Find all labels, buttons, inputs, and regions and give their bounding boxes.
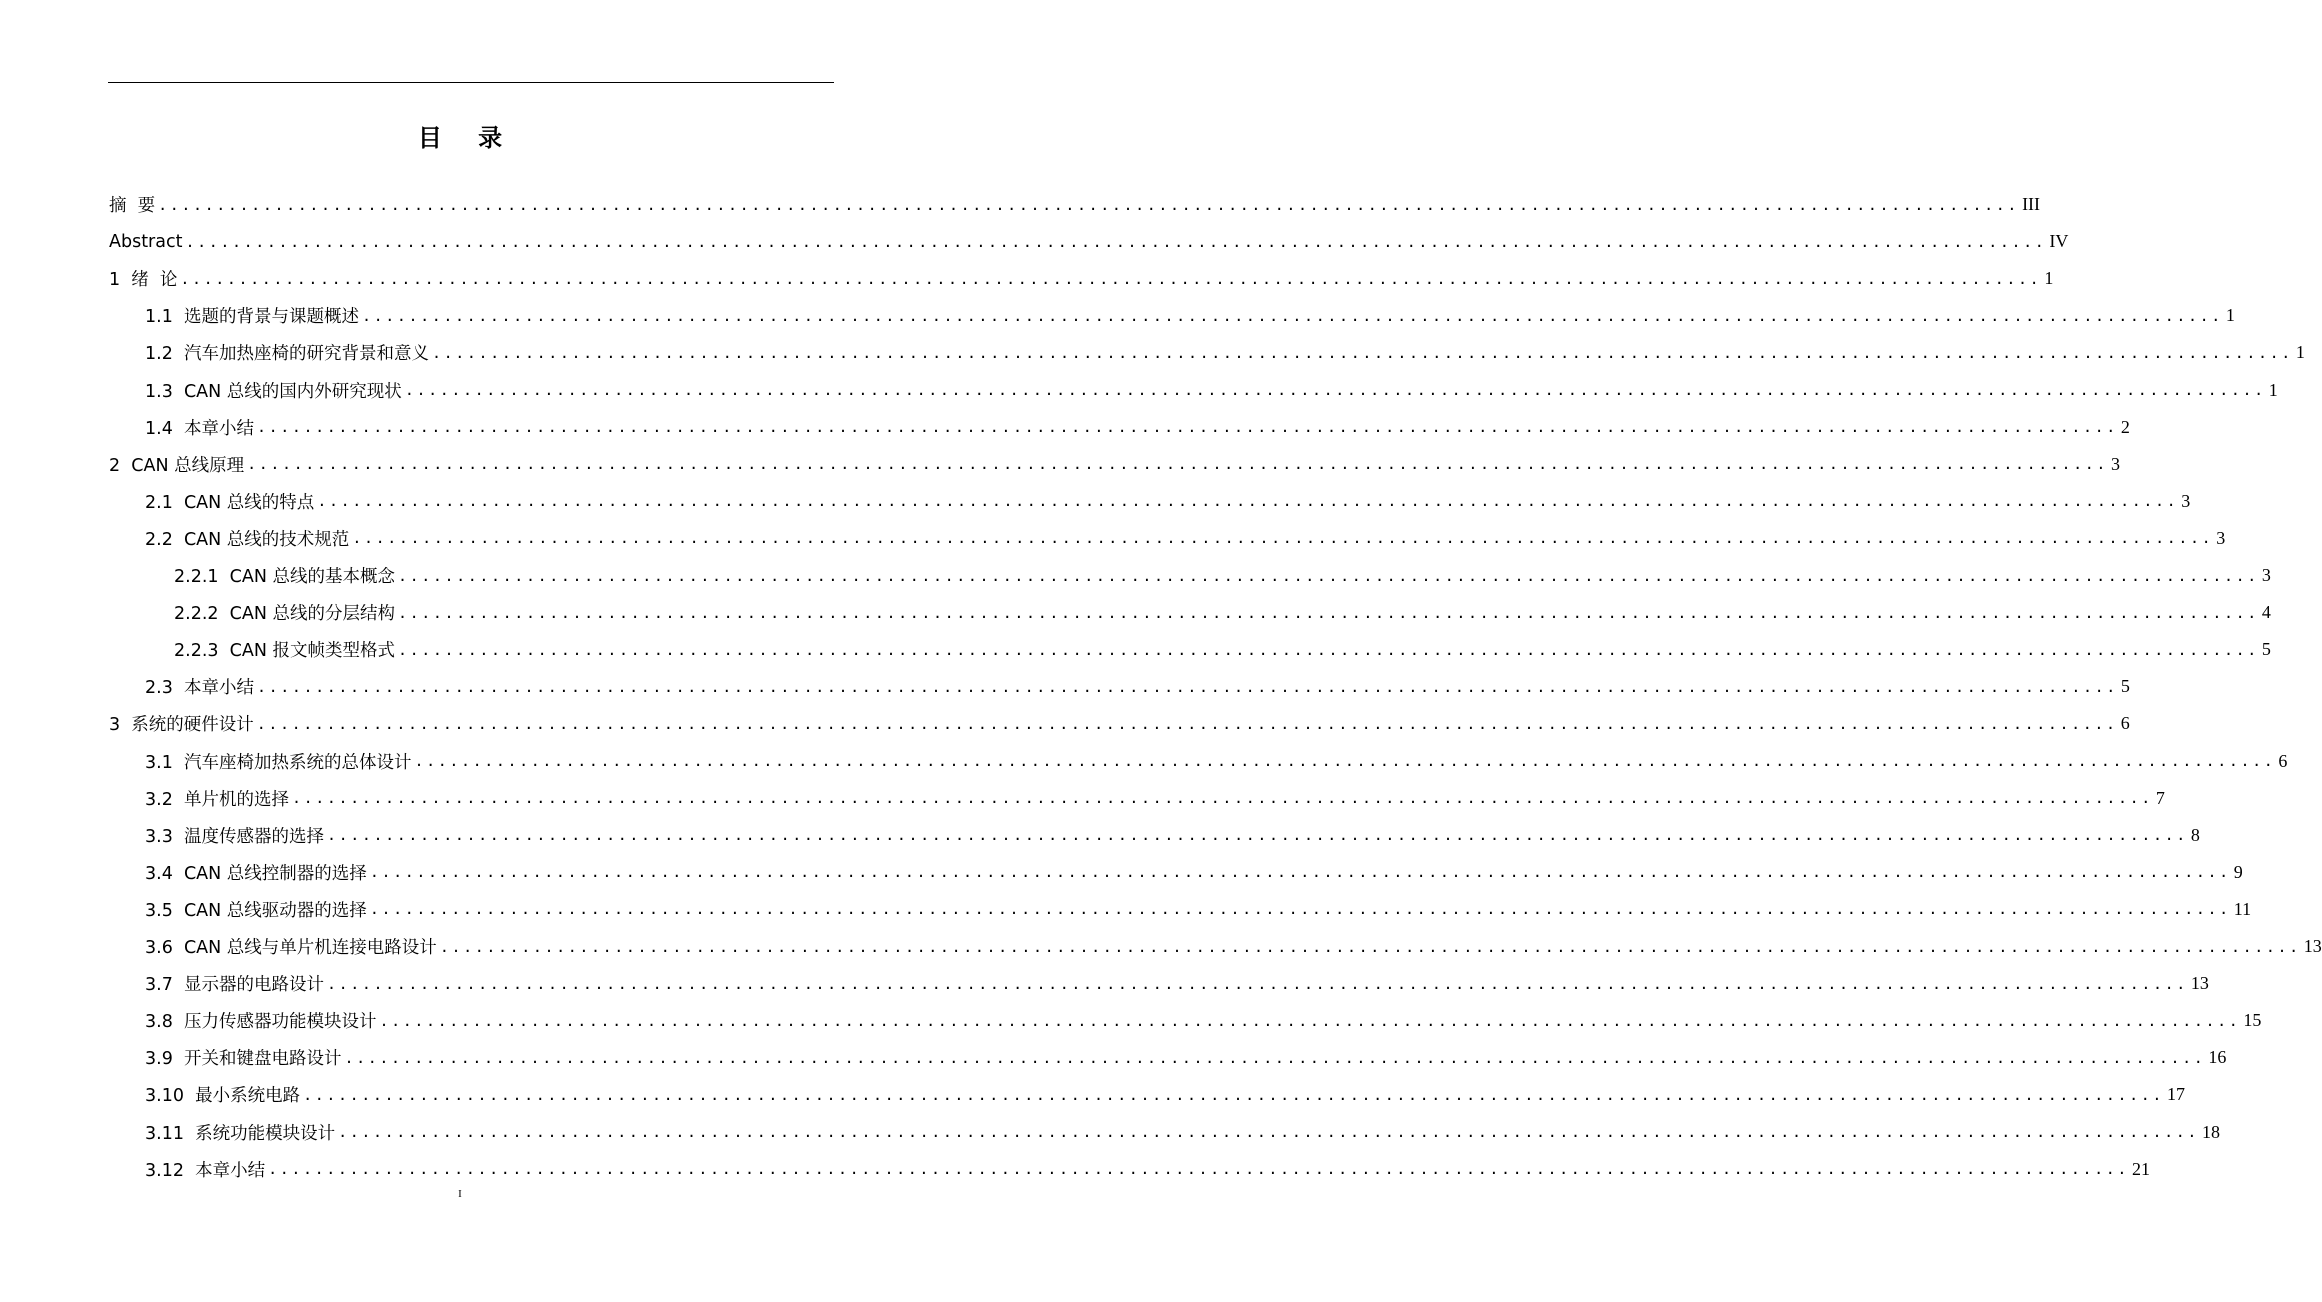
toc-entry-page: 21	[2132, 1158, 2151, 1179]
toc-entry-label: Abstract	[109, 231, 183, 252]
toc-entry-page: 4	[2261, 602, 2271, 623]
toc-entry-label: 3.5 CAN 总线驱动器的选择	[145, 900, 367, 921]
toc-entry[interactable]	[145, 1114, 2221, 1151]
toc-leader-dots: ................................................................................................................................................................	[361, 306, 2223, 325]
toc-entry-label: 3.7 显示器的电路设计	[145, 975, 324, 996]
toc-entry-page: 13	[2303, 936, 2322, 956]
header-rule	[108, 82, 834, 83]
toc-entry-page: 1	[2225, 305, 2235, 326]
toc-entry-label: 3.1 汽车座椅加热系统的总体设计	[145, 752, 412, 773]
toc-entry[interactable]	[174, 631, 2271, 668]
toc-leader-dots: ................................................................................................................................................................	[431, 343, 2293, 362]
toc-entry-page: 3	[2216, 527, 2226, 548]
toc-entry[interactable]	[145, 297, 2235, 334]
toc-entry-page: 8	[2190, 824, 2200, 845]
toc-leader-dots: ................................................................................................................................................................	[439, 937, 2301, 956]
toc-entry[interactable]	[145, 1002, 2262, 1039]
toc-entry-label: 3.6 CAN 总线与单片机连接电路设计	[145, 938, 437, 958]
toc-entry-page: 1	[2295, 342, 2305, 363]
toc-entry-label: 3.3 温度传感器的选择	[145, 826, 324, 847]
toc-entry-page: 7	[2155, 787, 2165, 808]
toc-entry-label: 3.4 CAN 总线控制器的选择	[145, 863, 367, 884]
toc-entry-page: 6	[2120, 713, 2130, 734]
toc-leader-dots: ................................................................................................................................................................	[247, 455, 2109, 474]
toc-entry[interactable]	[109, 186, 2041, 223]
toc-entry-label: 1.4 本章小结	[145, 418, 254, 439]
toc-entry[interactable]	[145, 891, 2252, 928]
toc-entry-page: 17	[2167, 1084, 2186, 1105]
toc-entry[interactable]	[145, 520, 2226, 557]
toc-entry-page: 3	[2261, 565, 2271, 585]
toc-entry[interactable]	[174, 557, 2271, 594]
toc-entry[interactable]	[145, 780, 2165, 817]
toc-entry[interactable]	[145, 1151, 2151, 1188]
toc-entry-label: 3 系统的硬件设计	[109, 715, 254, 736]
toc-leader-dots: ................................................................................................................................................................	[404, 381, 2266, 399]
toc-entry[interactable]	[145, 668, 2130, 705]
page-title: 目 录	[417, 124, 517, 152]
toc-entry-page: 9	[2233, 861, 2243, 882]
toc-entry-label: 2.2.1 CAN 总线的基本概念	[174, 567, 395, 587]
toc-leader-dots: ................................................................................................................................................................	[398, 603, 2259, 622]
toc-leader-dots: ................................................................................................................................................................	[256, 714, 2118, 733]
toc-leader-dots: ................................................................................................................................................................	[344, 1048, 2206, 1067]
toc-leader-dots: ................................................................................................................................................................	[369, 900, 2231, 919]
toc-entry-label: 2 CAN 总线原理	[109, 455, 245, 476]
toc-entry-page: 18	[2202, 1121, 2221, 1142]
toc-entry-label: 3.2 单片机的选择	[145, 789, 289, 810]
toc-leader-dots: ................................................................................................................................................................	[326, 974, 2188, 993]
toc-entry-label: 2.2.2 CAN 总线的分层结构	[174, 604, 395, 625]
toc-leader-dots: ................................................................................................................................................................	[326, 826, 2188, 845]
toc-leader-dots: ................................................................................................................................................................	[352, 529, 2214, 548]
page-number: I	[458, 1188, 462, 1200]
toc-entry-page: III	[2022, 194, 2041, 214]
toc-entry[interactable]	[109, 223, 2069, 260]
toc-entry[interactable]	[145, 483, 2191, 520]
toc-entry[interactable]	[145, 1039, 2227, 1076]
toc-entry[interactable]	[145, 817, 2200, 854]
toc-entry-label: 3.8 压力传感器功能模块设计	[145, 1012, 377, 1033]
toc-leader-dots: ................................................................................................................................................................	[379, 1011, 2241, 1030]
toc-entry-label: 3.12 本章小结	[145, 1160, 266, 1181]
toc-entry-page: 1	[2268, 379, 2278, 400]
toc-entry-page: IV	[2049, 231, 2069, 252]
toc-entry-label: 1.2 汽车加热座椅的研究背景和意义	[145, 344, 429, 365]
toc-entry-label: 摘 要	[109, 196, 156, 216]
toc-entry[interactable]	[145, 1076, 2186, 1113]
toc-leader-dots: ................................................................................................................................................................	[414, 752, 2276, 770]
toc-entry-page: 3	[2181, 490, 2191, 511]
toc-entry-label: 1.1 选题的背景与课题概述	[145, 307, 359, 328]
toc-leader-dots: ................................................................................................................................................................	[369, 863, 2231, 882]
toc-entry-page: 15	[2243, 1010, 2262, 1031]
toc-entry[interactable]	[145, 965, 2209, 1002]
toc-entry[interactable]	[145, 334, 2305, 371]
toc-leader-dots: ................................................................................................................................................................	[268, 1160, 2130, 1179]
toc-leader-dots: ................................................................................................................................................................	[180, 269, 2042, 288]
toc-leader-dots: ................................................................................................................................................................	[291, 789, 2153, 808]
toc-entry[interactable]	[174, 594, 2271, 631]
toc-entry-label: 3.10 最小系统电路	[145, 1086, 301, 1107]
toc-entry-label: 2.3 本章小结	[145, 678, 254, 699]
toc-entry[interactable]	[109, 705, 2130, 742]
toc-leader-dots: ................................................................................................................................................................	[256, 677, 2118, 696]
toc-leader-dots: ................................................................................................................................................................	[303, 1085, 2165, 1104]
toc-entry-page: 6	[2278, 750, 2288, 771]
toc-entry-label: 1.3 CAN 总线的国内外研究现状	[145, 381, 402, 402]
toc-entry-page: 2	[2120, 416, 2130, 437]
toc-entry-page: 3	[2111, 453, 2121, 474]
toc-entry[interactable]	[145, 854, 2243, 891]
toc-leader-dots: ................................................................................................................................................................	[317, 492, 2179, 511]
toc-entry-label: 3.9 开关和键盘电路设计	[145, 1049, 342, 1070]
toc-entry[interactable]	[109, 260, 2054, 297]
toc-leader-dots: ................................................................................................................................................................	[338, 1123, 2200, 1141]
toc-entry[interactable]	[109, 446, 2121, 483]
toc-entry[interactable]	[145, 743, 2288, 780]
toc-entry[interactable]	[145, 372, 2278, 409]
toc-entry-label: 2.1 CAN 总线的特点	[145, 492, 315, 513]
toc-leader-dots: ................................................................................................................................................................	[398, 640, 2259, 659]
toc-entry-page: 16	[2208, 1047, 2227, 1068]
toc-leader-dots: ................................................................................................................................................................	[185, 232, 2047, 251]
toc-entry-label: 2.2.3 CAN 报文帧类型格式	[174, 641, 395, 662]
toc-entry-page: 5	[2120, 676, 2130, 697]
toc-entry[interactable]	[145, 928, 2322, 965]
toc-leader-dots: ................................................................................................................................................................	[398, 566, 2259, 585]
toc-leader-dots: ................................................................................................................................................................	[158, 195, 2020, 214]
toc-entry-page: 5	[2261, 639, 2271, 660]
toc-entry-label: 2.2 CAN 总线的技术规范	[145, 529, 350, 550]
toc-entry-label: 3.11 系统功能模块设计	[145, 1123, 336, 1144]
toc-entry-page: 1	[2044, 268, 2054, 289]
toc-entry-label: 1 绪 论	[109, 270, 178, 291]
toc-entry[interactable]	[145, 409, 2130, 446]
toc-leader-dots: ................................................................................................................................................................	[256, 418, 2118, 437]
toc-entry-page: 13	[2190, 973, 2209, 994]
toc-entry-page: 11	[2233, 898, 2252, 919]
